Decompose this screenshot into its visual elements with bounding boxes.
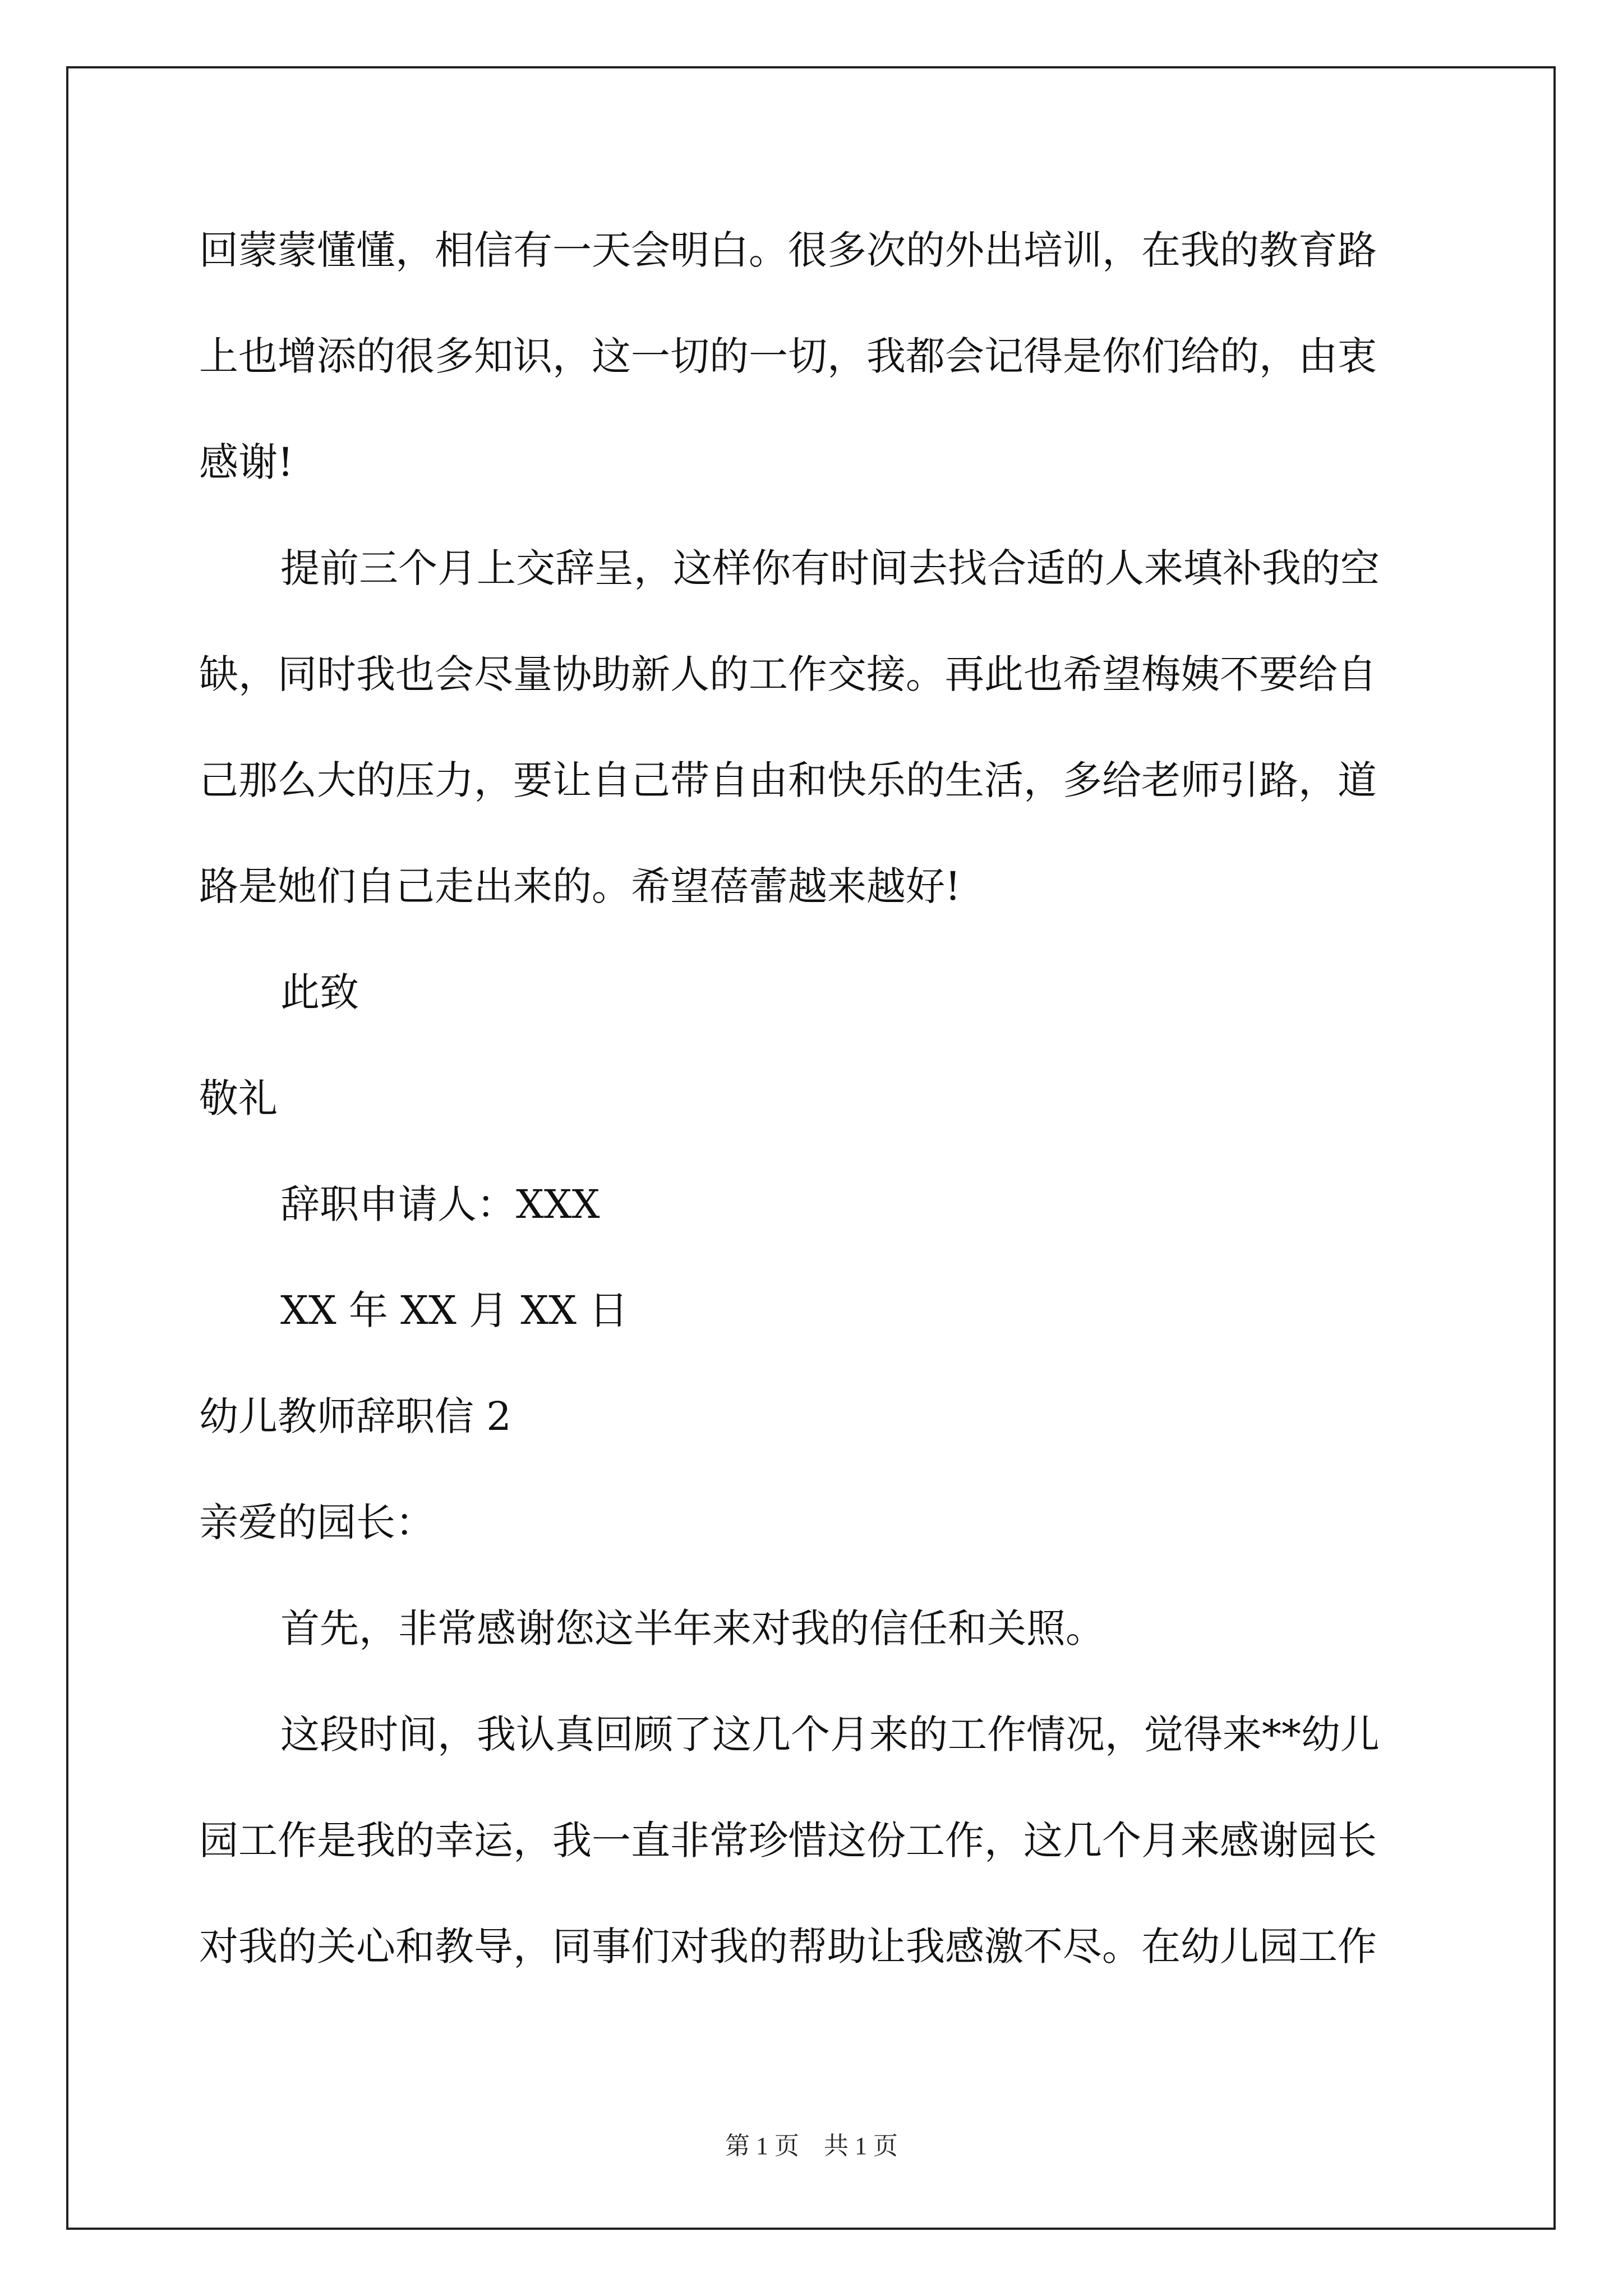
page-footer: 第 1 页 共 1 页 — [725, 2132, 898, 2160]
paragraph-line-5: 缺，同时我也会尽量协助新人的工作交接。再此也希望梅姨不要给自 — [199, 651, 1377, 697]
paragraph-line-14: 首先，非常感谢您这半年来对我的信任和关照。 — [280, 1605, 1105, 1651]
paragraph-line-16: 园工作是我的幸运，我一直非常珍惜这份工作，这几个月来感谢园长 — [199, 1818, 1377, 1864]
paragraph-line-4: 提前三个月上交辞呈，这样你有时间去找合适的人来填补我的空 — [280, 545, 1380, 591]
paragraph-line-3: 感谢! — [199, 439, 294, 485]
paragraph-line-15: 这段时间，我认真回顾了这几个月来的工作情况，觉得来**幼儿 — [280, 1711, 1380, 1757]
salutation: 亲爱的园长： — [199, 1499, 435, 1545]
section-title: 幼儿教师辞职信 2 — [199, 1393, 511, 1439]
signature-applicant: 辞职申请人：XXX — [280, 1181, 600, 1227]
closing-greeting: 此致 — [280, 969, 359, 1015]
page-border — [66, 66, 1556, 2230]
paragraph-line-6: 己那么大的压力，要让自己带自由和快乐的生活，多给老师引路，道 — [199, 757, 1377, 803]
paragraph-line-2: 上也增添的很多知识，这一切的一切，我都会记得是你们给的，由衷 — [199, 333, 1377, 379]
paragraph-line-7: 路是她们自己走出来的。希望蓓蕾越来越好! — [199, 863, 961, 909]
signature-date: XX 年 XX 月 XX 日 — [280, 1287, 629, 1333]
closing-salute: 敬礼 — [199, 1075, 278, 1121]
paragraph-line-1: 回蒙蒙懂懂，相信有一天会明白。很多次的外出培训，在我的教育路 — [199, 227, 1377, 273]
paragraph-line-17: 对我的关心和教导，同事们对我的帮助让我感激不尽。在幼儿园工作 — [199, 1924, 1377, 1970]
